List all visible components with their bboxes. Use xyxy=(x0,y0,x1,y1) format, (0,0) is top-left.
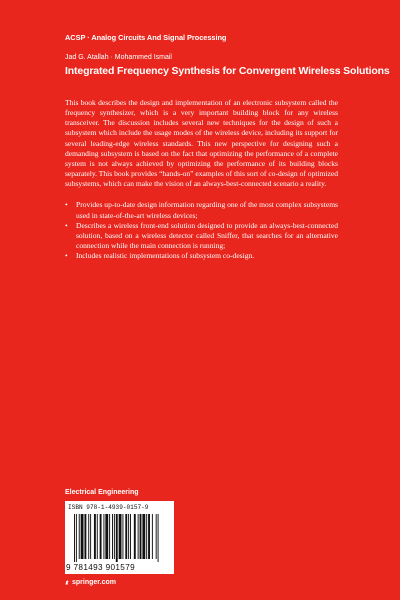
barcode-bar xyxy=(90,514,91,559)
barcode-bar xyxy=(146,514,147,559)
barcode-bar xyxy=(84,514,86,559)
barcode-bar xyxy=(88,514,89,559)
barcode-bar xyxy=(134,514,136,559)
barcode-bar xyxy=(128,514,129,559)
barcode-bar xyxy=(97,514,98,559)
author-names: Jad G. Atallah · Mohammed Ismail xyxy=(65,54,172,61)
barcode-bar xyxy=(76,514,77,562)
barcode-bar xyxy=(94,514,96,559)
feature-item: • Includes realistic implementations of subsystem co-design. xyxy=(65,251,338,261)
springer-horse-icon xyxy=(65,580,69,585)
feature-item: • Describes a wireless front-end solution designed to provide an always-best-connected solution, based on a wireless detector called Sniffer, that searches for an alternative connection while the main connection is running; xyxy=(65,221,338,251)
barcode-bar xyxy=(114,514,115,559)
barcode-bar xyxy=(138,514,139,559)
barcode-bar xyxy=(119,514,122,559)
barcode-bar xyxy=(158,514,159,562)
publisher-website xyxy=(65,579,116,586)
series-name: ACSP · Analog Circuits And Signal Processing xyxy=(65,33,227,42)
barcode-bar xyxy=(109,514,110,559)
barcode-bar xyxy=(125,514,127,559)
barcode-digits: 9 781493 901579 xyxy=(66,563,135,572)
barcode-bar xyxy=(142,514,145,559)
barcode-bar xyxy=(122,514,123,559)
feature-list xyxy=(65,200,338,261)
barcode-box xyxy=(65,501,174,574)
feature-item: • Provides up-to-date design information regarding one of the most complex subsystems used in state-of-the-art wireless devices; xyxy=(65,200,338,220)
website-url: springer.com xyxy=(72,579,116,586)
barcode-bar xyxy=(112,514,113,559)
barcode-image xyxy=(74,514,166,562)
barcode-bar xyxy=(79,514,80,559)
description-paragraph: This book describes the design and implementation of an electronic subsystem called the frequency synthesizer, which is a very important building block for any wireless transceiver. The discussion includes several new techniques for the design of such a subsystem which include the usage modes of the wireless device, including its support for several leading-edge wireless standards. This new perspective for designing such a demanding subsystem is based on the fact that optimizing the performance of a complete system is not always achieved by optimizing the performance of its building blocks separately. This book provides “hands-on” examples of this sort of co-design of optimized subsystems, which can make the vision of an always-best-connected scenario a reality. xyxy=(65,98,338,189)
barcode-bar xyxy=(74,514,75,562)
barcode-bar xyxy=(81,514,84,559)
book-description xyxy=(65,98,338,261)
barcode-bar xyxy=(116,514,118,562)
isbn-number: ISBN 978-1-4939-0157-9 xyxy=(68,504,149,511)
book-title: Integrated Frequency Synthesis for Convergent Wireless Solutions xyxy=(65,65,390,77)
barcode-bar xyxy=(105,514,108,559)
barcode-bar xyxy=(152,514,153,559)
barcode-bar xyxy=(130,514,131,559)
barcode-bar xyxy=(148,514,150,559)
subject-category: Electrical Engineering xyxy=(65,489,139,496)
barcode-bar xyxy=(156,514,157,559)
barcode-bar xyxy=(103,514,104,559)
barcode-bar xyxy=(140,514,142,559)
barcode-bar xyxy=(100,514,102,559)
